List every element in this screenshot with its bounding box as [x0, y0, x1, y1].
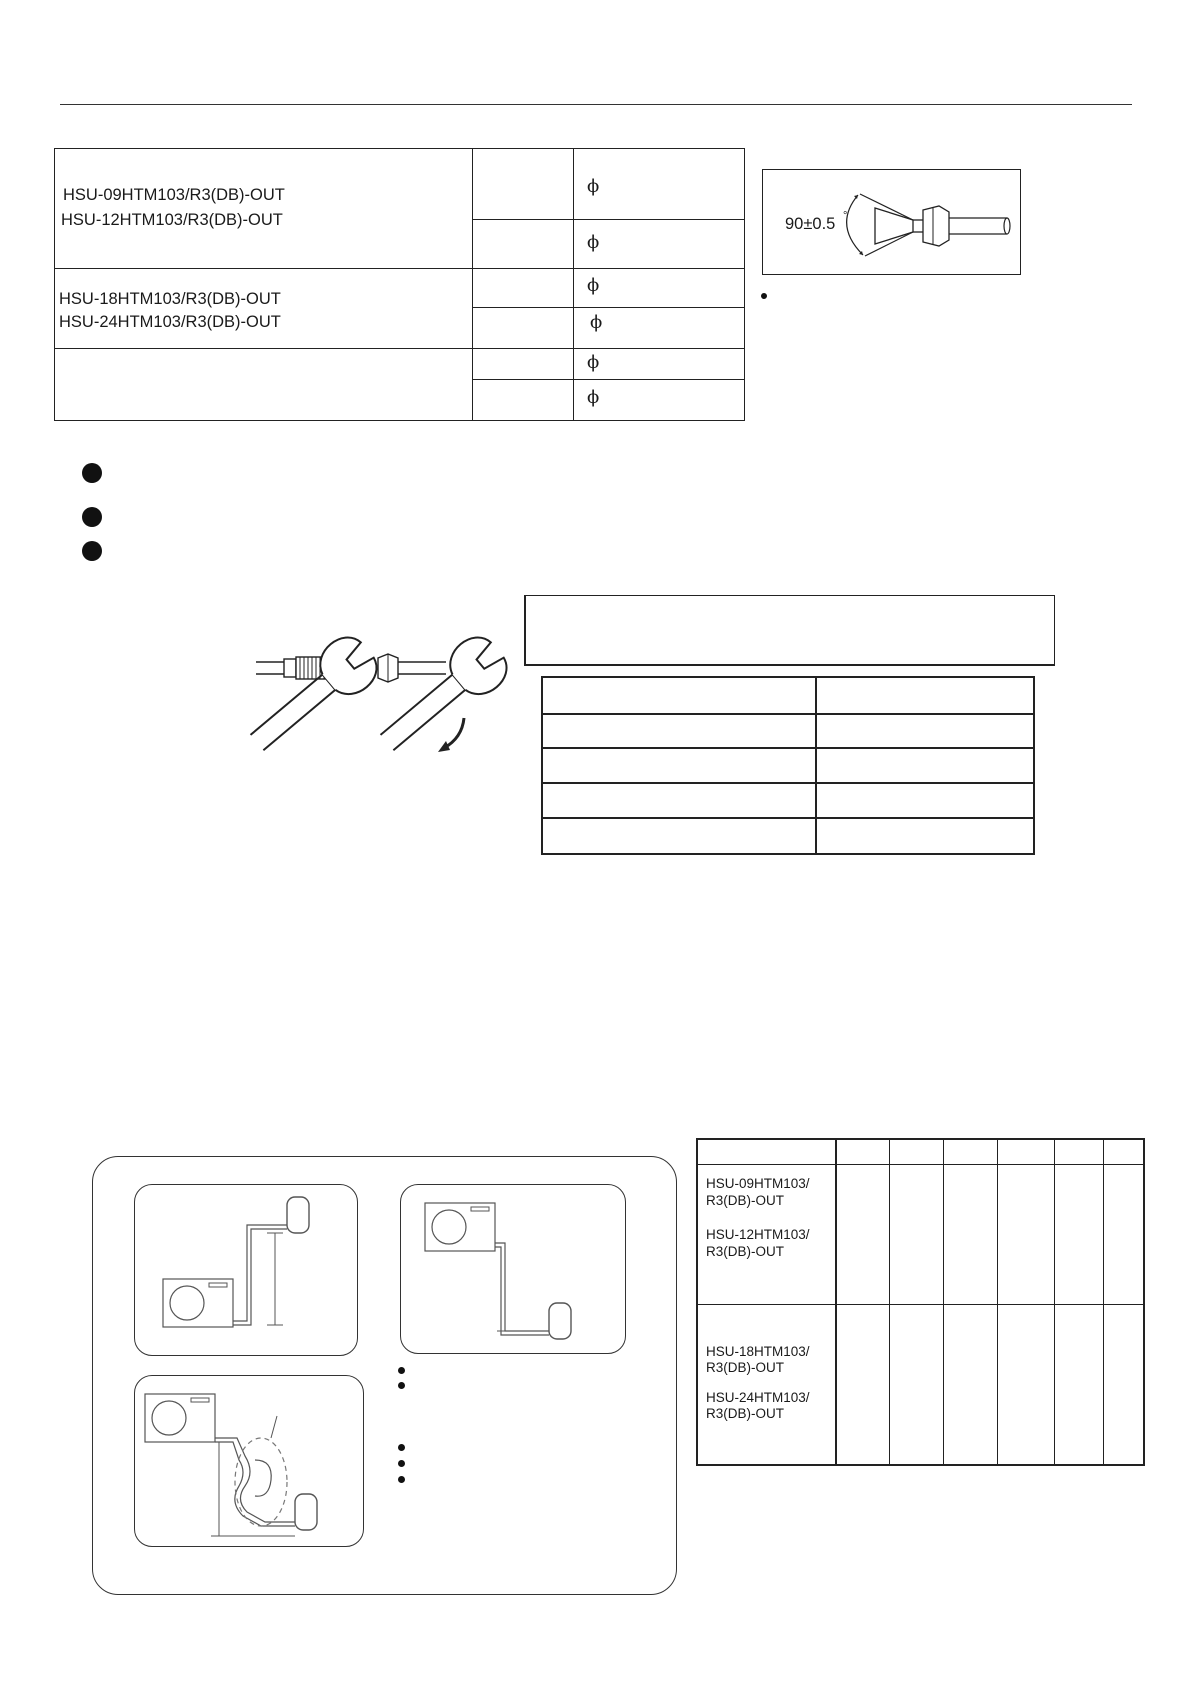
flare-table — [54, 148, 745, 421]
table-row-model: HSU-12HTM103/R3(DB)-OUT — [61, 211, 283, 229]
table-row-model: HSU-09HTM103/ — [706, 1176, 810, 1191]
oil-trap-loop-icon — [135, 1376, 363, 1546]
diameter-symbol: ϕ — [587, 176, 600, 197]
wrench-icon — [239, 629, 385, 764]
diagram-indoor-above — [134, 1184, 358, 1356]
diameter-symbol: ϕ — [590, 312, 603, 333]
bullet-dot — [398, 1367, 405, 1374]
flare-cone-icon — [763, 170, 1020, 274]
bullet-dot — [761, 293, 767, 299]
spec-table — [696, 1138, 1145, 1466]
diagram-outdoor-above — [400, 1184, 626, 1354]
table-row-model: HSU-18HTM103/ — [706, 1344, 810, 1359]
step-bullet — [82, 541, 102, 561]
table-row-model: HSU-18HTM103/R3(DB)-OUT — [59, 290, 281, 308]
diagram-oil-trap — [134, 1375, 364, 1547]
header-rule — [60, 104, 1132, 105]
table-row-model: HSU-12HTM103/ — [706, 1227, 810, 1242]
hex-nut-icon — [378, 654, 446, 682]
indoor-above-outdoor-icon — [135, 1185, 357, 1355]
table-row-model: HSU-09HTM103/R3(DB)-OUT — [63, 186, 285, 204]
table-row-model: R3(DB)-OUT — [706, 1244, 784, 1259]
table-row-model: HSU-24HTM103/R3(DB)-OUT — [59, 313, 281, 331]
table-row-model: R3(DB)-OUT — [706, 1360, 784, 1375]
note-box — [524, 595, 1055, 666]
bullet-dot — [398, 1476, 405, 1483]
outdoor-above-indoor-icon — [401, 1185, 625, 1353]
torque-table — [541, 676, 1035, 855]
flare-angle-figure — [762, 169, 1021, 275]
angle-label: 90±0.5 — [785, 215, 836, 233]
bullet-dot — [398, 1382, 405, 1389]
diameter-symbol: ϕ — [587, 352, 600, 373]
step-bullet — [82, 507, 102, 527]
diameter-symbol: ϕ — [587, 275, 600, 296]
wrench-rotate-icon — [369, 629, 515, 764]
table-row-model: R3(DB)-OUT — [706, 1406, 784, 1421]
wrench-figure — [200, 640, 480, 810]
degree-mark: ° — [843, 210, 848, 222]
table-row-model: R3(DB)-OUT — [706, 1193, 784, 1208]
bullet-dot — [398, 1444, 405, 1451]
diameter-symbol: ϕ — [587, 232, 600, 253]
diameter-symbol: ϕ — [587, 387, 600, 408]
bullet-dot — [398, 1460, 405, 1467]
table-row-model: HSU-24HTM103/ — [706, 1390, 810, 1405]
step-bullet — [82, 463, 102, 483]
